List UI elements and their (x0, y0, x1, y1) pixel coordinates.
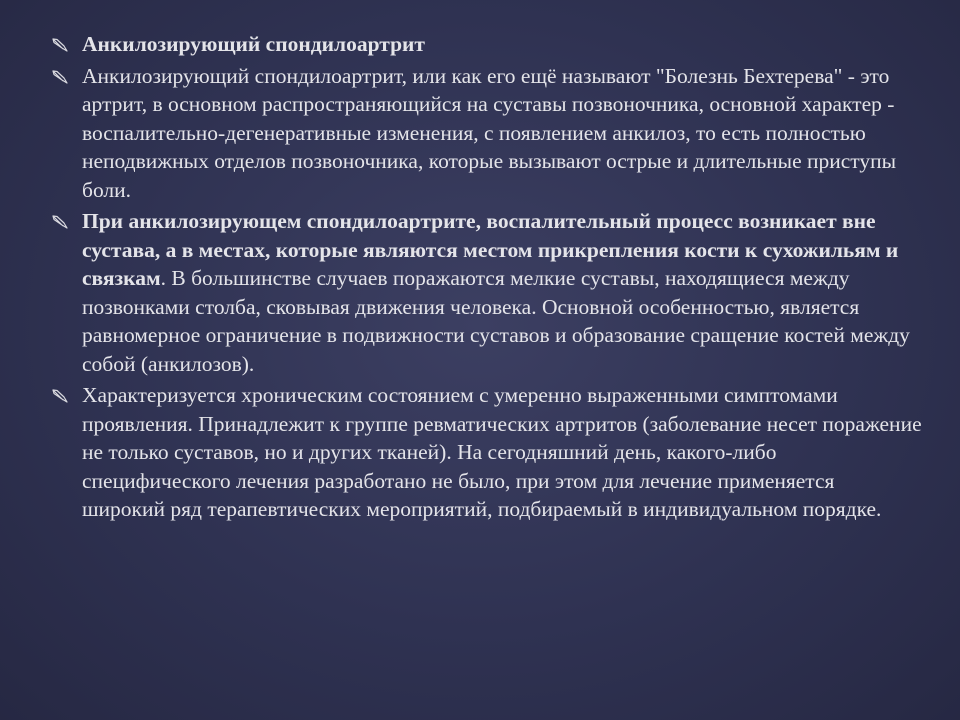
bullet-item-characteristics (52, 381, 922, 524)
bullet-item-title (52, 30, 922, 59)
bullet-item-definition (52, 62, 922, 205)
bullet-text: Характеризуется хроническим состоянием с умеренно выраженными симптомами проявления. Принадлежит к группе ревматических артритов (заболевание несет поражение не только суставов, но и других тканей). На сегодняшний день, какого-либо специфического лечения разработано не было, при этом для лечение применяется широкий ряд терапевтических мероприятий, подбираемый в индивидуальном порядке. (82, 383, 922, 521)
bullet-item-inflammation (52, 207, 922, 378)
bullet-text: . В большинстве случаев поражаются мелкие суставы, находящиеся между позвонками столба, сковывая движения человека. Основной особенностью, является равномерное ограничение в подвижности суставов и образование сращение костей между собой (анкилозов). (82, 266, 910, 376)
quill-bullet-icon (52, 389, 68, 403)
bullet-bold-text: При анкилозирующем спондилоартрите, воспалительный процесс возникает вне сустава, а в местах, которые являются местом прикрепления кости к сухожильям и связкам (82, 209, 899, 290)
slide-content (52, 30, 922, 700)
quill-bullet-icon (52, 215, 68, 229)
bullet-list (52, 30, 922, 524)
bullet-text: Анкилозирующий спондилоартрит, или как его ещё называют "Болезнь Бехтерева" - это артрит, в основном распространяющийся на суставы позвоночника, основной характер - воспалительно-дегенеративные изменения, с появлением анкилоз, то есть полностью неподвижных отделов позвоночника, которые вызывают острые и длительные приступы боли. (82, 63, 897, 202)
bullet-bold-text: Анкилозирующий спондилоартрит (82, 32, 425, 56)
quill-bullet-icon (52, 38, 68, 52)
quill-bullet-icon (52, 70, 68, 84)
